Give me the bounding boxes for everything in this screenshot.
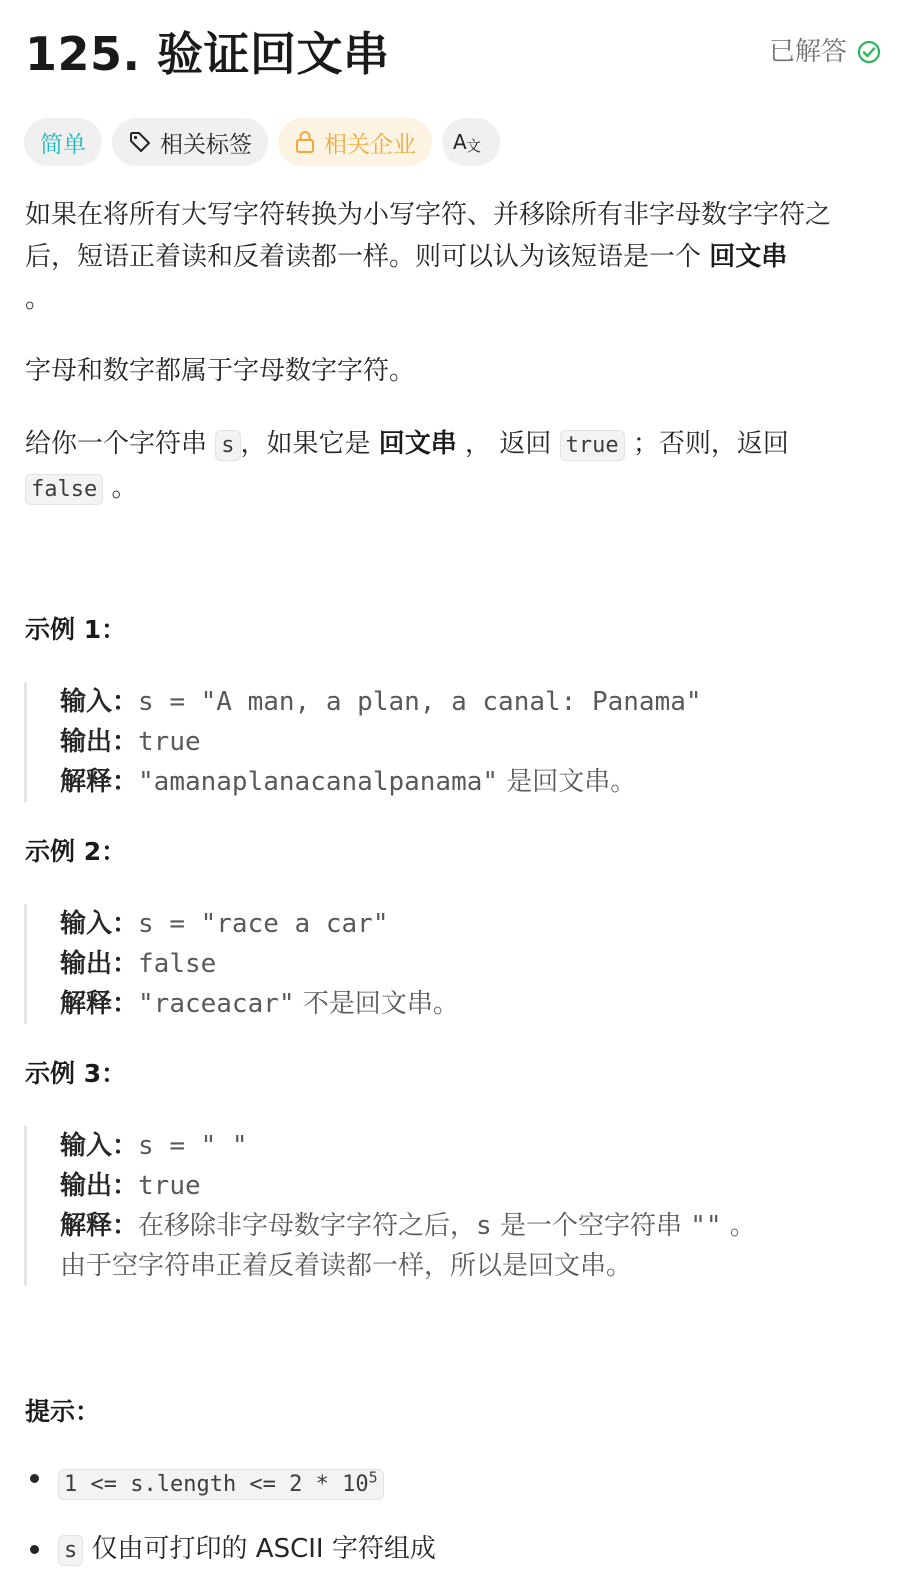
bullet-icon <box>30 1545 39 1554</box>
topics-tag-button[interactable] <box>112 118 268 166</box>
constraints-title: 提示： <box>25 1397 101 1426</box>
constraint-s-code: s <box>58 1535 83 1566</box>
tag-bar <box>24 118 500 166</box>
translate-icon <box>452 129 482 155</box>
example-2-input: 输入：s = "race a car" <box>60 909 389 939</box>
lock-icon <box>294 130 316 154</box>
companies-tag-button[interactable] <box>278 118 432 166</box>
constraints-list <box>30 1458 870 1595</box>
description-paragraph-3: 给你一个字符串 s ，如果它是 回文串 ， 返回 true ；否则，返回 false 。 <box>25 429 789 503</box>
example-2-title: 示例 2： <box>25 837 127 866</box>
example-3-output: 输出：true <box>60 1171 201 1201</box>
example-1-output: 输出：true <box>60 727 201 757</box>
solved-label: 已解答 <box>768 37 847 67</box>
example-1-input: 输入：s = "A man, a plan, a canal: Panama" <box>60 687 702 717</box>
example-3-explanation: 解释：在移除非字母数字字符之后，s 是一个空字符串 "" 。 <box>60 1211 756 1241</box>
example-1-title: 示例 1： <box>25 615 127 644</box>
constraint-item-1 <box>30 1458 870 1505</box>
translate-button[interactable] <box>442 118 500 166</box>
palindrome-term: 回文串 <box>709 242 788 272</box>
constraint-length-code: 1 <= s.length <= $2 * 10^5$ <box>58 1469 384 1500</box>
inline-code-s: s <box>215 430 240 461</box>
example-1-explanation: 解释："amanaplanacanalpanama" 是回文串。 <box>60 767 637 797</box>
check-circle-icon <box>857 40 881 64</box>
difficulty-badge[interactable] <box>24 118 102 166</box>
svg-text:A: A <box>453 130 467 154</box>
example-2-block <box>24 904 854 1024</box>
svg-text:文: 文 <box>466 137 482 155</box>
example-2-explanation: 解释："raceacar" 不是回文串。 <box>60 989 459 1019</box>
example-1-block <box>24 682 854 802</box>
title-row <box>25 24 881 84</box>
example-2-output: 输出：false <box>60 949 217 979</box>
inline-code-false: false <box>25 474 103 505</box>
topics-tag-label: 相关标签 <box>160 131 252 158</box>
description-paragraph-1: 如果在将所有大写字符转换为小写字符、并移除所有非字母数字字符之后，短语正着读和反着读都一样。则可以认为该短语是一个 回文串 。 <box>25 200 832 314</box>
bullet-icon <box>30 1474 39 1483</box>
example-3-block <box>24 1126 854 1286</box>
constraint-item-2: s 仅由可打印的 ASCII 字符组成 <box>30 1529 870 1571</box>
palindrome-term-2: 回文串 <box>378 429 457 459</box>
inline-code-true: true <box>560 430 625 461</box>
example-3-input: 输入：s = " " <box>60 1131 248 1161</box>
difficulty-label: 简单 <box>40 131 86 158</box>
description-paragraph-2: 字母和数字都属于字母数字字符。 <box>25 356 416 386</box>
companies-tag-label: 相关企业 <box>324 131 416 158</box>
tag-icon <box>128 130 152 154</box>
example-3-explanation-line-2: 由于空字符串正着反着读都一样，所以是回文串。 <box>60 1251 633 1281</box>
solved-status[interactable] <box>769 36 881 68</box>
example-3-title: 示例 3： <box>25 1059 127 1088</box>
problem-title: 125. 验证回文串 <box>25 27 390 81</box>
